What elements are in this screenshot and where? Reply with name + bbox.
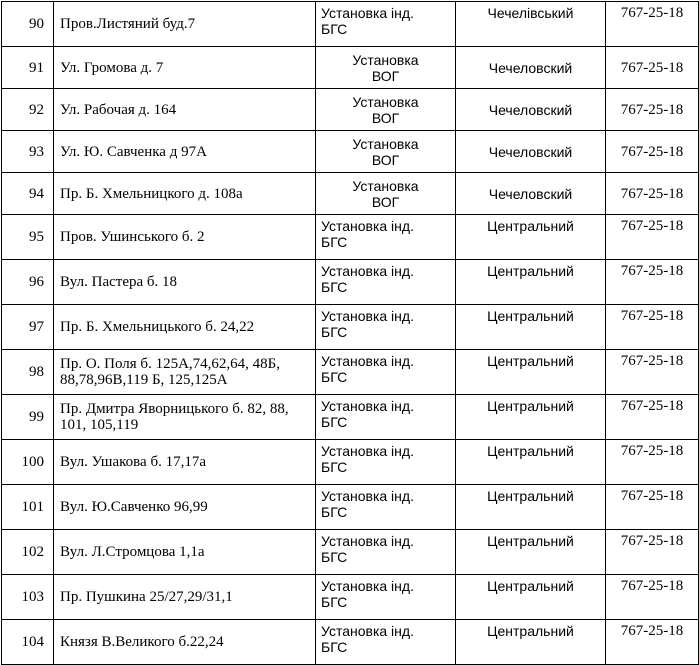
work-type-line: БГС	[321, 369, 348, 385]
work-type-line: ВОГ	[371, 67, 400, 84]
table-row	[2, 89, 699, 131]
work-type-line: ВОГ	[371, 109, 400, 126]
address-cell	[54, 2, 316, 47]
table-row	[2, 350, 699, 395]
work-type-line: ВОГ	[371, 193, 400, 210]
phone-cell: 767-25-18	[606, 47, 699, 89]
work-type-cell	[316, 620, 456, 665]
phone-cell: 767-25-18	[606, 89, 699, 131]
row-number: 90	[2, 2, 54, 47]
address-line: Пров. Ушинського б. 2	[60, 229, 205, 245]
work-type-cell	[316, 350, 456, 395]
work-type-line: Установка інд.	[321, 533, 414, 549]
address-line: Вул. Ушакова б. 17,17а	[60, 454, 207, 470]
work-type-cell	[316, 173, 456, 215]
work-type-line: БГС	[321, 594, 348, 610]
table-row	[2, 131, 699, 173]
work-type-line: БГС	[321, 504, 348, 520]
address-cell	[54, 440, 316, 485]
address-line: Пров.Листяний буд.7	[60, 16, 196, 32]
address-line: 101, 105,119	[60, 417, 139, 433]
phone-cell: 767-25-18	[606, 131, 699, 173]
district-cell: Центральний	[456, 485, 606, 530]
address-line: Вул. Пастера б. 18	[60, 274, 178, 290]
work-type-cell	[316, 305, 456, 350]
row-number: 99	[2, 395, 54, 440]
table-body	[2, 2, 699, 665]
address-cell	[54, 89, 316, 131]
work-type-line: БГС	[321, 414, 348, 430]
work-type-line: Установка інд.	[321, 443, 414, 459]
table-row	[2, 485, 699, 530]
work-type-line: Установка інд.	[321, 218, 414, 234]
work-type-cell	[316, 395, 456, 440]
district-cell: Центральний	[456, 620, 606, 665]
phone-cell: 767-25-18	[606, 305, 699, 350]
table-row	[2, 395, 699, 440]
row-number: 97	[2, 305, 54, 350]
district-cell: Чечелівський	[456, 2, 606, 47]
work-type-line: Установка інд.	[321, 623, 414, 639]
work-type-cell	[316, 260, 456, 305]
table-row	[2, 575, 699, 620]
row-number: 95	[2, 215, 54, 260]
address-line: Ул. Громова д. 7	[60, 59, 164, 76]
phone-cell: 767-25-18	[606, 485, 699, 530]
phone-cell: 767-25-18	[606, 395, 699, 440]
address-cell	[54, 173, 316, 215]
address-line: Пр. Б. Хмельницького б. 24,22	[60, 319, 255, 335]
work-type-line: БГС	[321, 234, 348, 250]
row-number: 102	[2, 530, 54, 575]
address-line: Пр. О. Поля б. 125А,74,62,64, 48Б,	[60, 356, 281, 372]
address-cell	[54, 131, 316, 173]
row-number: 103	[2, 575, 54, 620]
row-number: 100	[2, 440, 54, 485]
row-number: 91	[2, 47, 54, 89]
address-line: Ул. Ю. Савченка д 97А	[60, 143, 207, 160]
work-type-line: Установка	[352, 51, 419, 68]
address-table	[1, 1, 699, 665]
work-type-line: Установка	[352, 177, 419, 194]
table-row	[2, 173, 699, 215]
work-type-cell	[316, 485, 456, 530]
address-line: Вул. Ю.Савченко 96,99	[60, 499, 208, 515]
phone-cell: 767-25-18	[606, 215, 699, 260]
work-type-line: БГС	[321, 279, 348, 295]
phone-cell: 767-25-18	[606, 575, 699, 620]
work-type-cell	[316, 89, 456, 131]
address-cell	[54, 350, 316, 395]
district-cell: Центральний	[456, 395, 606, 440]
phone-cell: 767-25-18	[606, 350, 699, 395]
phone-cell: 767-25-18	[606, 173, 699, 215]
address-line: Ул. Рабочая д. 164	[60, 101, 177, 118]
address-cell	[54, 305, 316, 350]
address-cell	[54, 575, 316, 620]
row-number: 93	[2, 131, 54, 173]
district-cell: Центральний	[456, 350, 606, 395]
work-type-line: ВОГ	[371, 151, 400, 168]
address-cell	[54, 47, 316, 89]
row-number: 98	[2, 350, 54, 395]
address-cell	[54, 620, 316, 665]
address-cell	[54, 485, 316, 530]
work-type-cell	[316, 530, 456, 575]
row-number: 104	[2, 620, 54, 665]
table-row	[2, 47, 699, 89]
district-cell: Центральний	[456, 305, 606, 350]
work-type-cell	[316, 215, 456, 260]
phone-cell: 767-25-18	[606, 2, 699, 47]
district-cell: Чечеловский	[456, 173, 606, 215]
work-type-line: Установка інд.	[321, 578, 414, 594]
work-type-line: Установка інд.	[321, 5, 414, 21]
work-type-line: Установка інд.	[321, 398, 414, 414]
phone-cell: 767-25-18	[606, 440, 699, 485]
district-cell: Чечеловский	[456, 47, 606, 89]
district-cell: Центральний	[456, 440, 606, 485]
work-type-cell	[316, 2, 456, 47]
work-type-line: БГС	[321, 639, 348, 655]
work-type-line: БГС	[321, 549, 348, 565]
work-type-line: Установка інд.	[321, 308, 414, 324]
work-type-line: БГС	[321, 324, 348, 340]
work-type-line: БГС	[321, 459, 348, 475]
district-cell: Центральний	[456, 575, 606, 620]
phone-cell: 767-25-18	[606, 530, 699, 575]
work-type-line: Установка інд.	[321, 263, 414, 279]
table-row	[2, 620, 699, 665]
district-cell: Чечеловский	[456, 89, 606, 131]
address-cell	[54, 260, 316, 305]
row-number: 101	[2, 485, 54, 530]
work-type-line: БГС	[321, 21, 348, 37]
row-number: 96	[2, 260, 54, 305]
district-cell: Центральний	[456, 530, 606, 575]
address-cell	[54, 395, 316, 440]
phone-cell: 767-25-18	[606, 260, 699, 305]
table-row	[2, 2, 699, 47]
table-row	[2, 530, 699, 575]
work-type-line: Установка інд.	[321, 488, 414, 504]
table-row	[2, 305, 699, 350]
table-row	[2, 260, 699, 305]
work-type-line: Установка	[352, 135, 419, 152]
work-type-cell	[316, 47, 456, 89]
address-cell	[54, 215, 316, 260]
address-cell	[54, 530, 316, 575]
table-row	[2, 215, 699, 260]
work-type-cell	[316, 131, 456, 173]
row-number: 94	[2, 173, 54, 215]
address-line: 88,78,96В,119 Б, 125,125А	[60, 372, 228, 388]
work-type-cell	[316, 440, 456, 485]
row-number: 92	[2, 89, 54, 131]
table-row	[2, 440, 699, 485]
address-line: Вул. Л.Стромцова 1,1а	[60, 544, 205, 560]
phone-cell: 767-25-18	[606, 620, 699, 665]
district-cell: Чечеловский	[456, 131, 606, 173]
district-cell: Центральний	[456, 260, 606, 305]
address-line: Пр. Дмитра Яворницького б. 82, 88,	[60, 401, 289, 417]
address-line: Князя В.Великого б.22,24	[60, 634, 224, 650]
work-type-line: Установка інд.	[321, 353, 414, 369]
address-line: Пр. Б. Хмельницкого д. 108а	[60, 185, 243, 202]
district-cell: Центральний	[456, 215, 606, 260]
address-line: Пр. Пушкина 25/27,29/31,1	[60, 589, 233, 605]
work-type-cell	[316, 575, 456, 620]
work-type-line: Установка	[352, 93, 419, 110]
